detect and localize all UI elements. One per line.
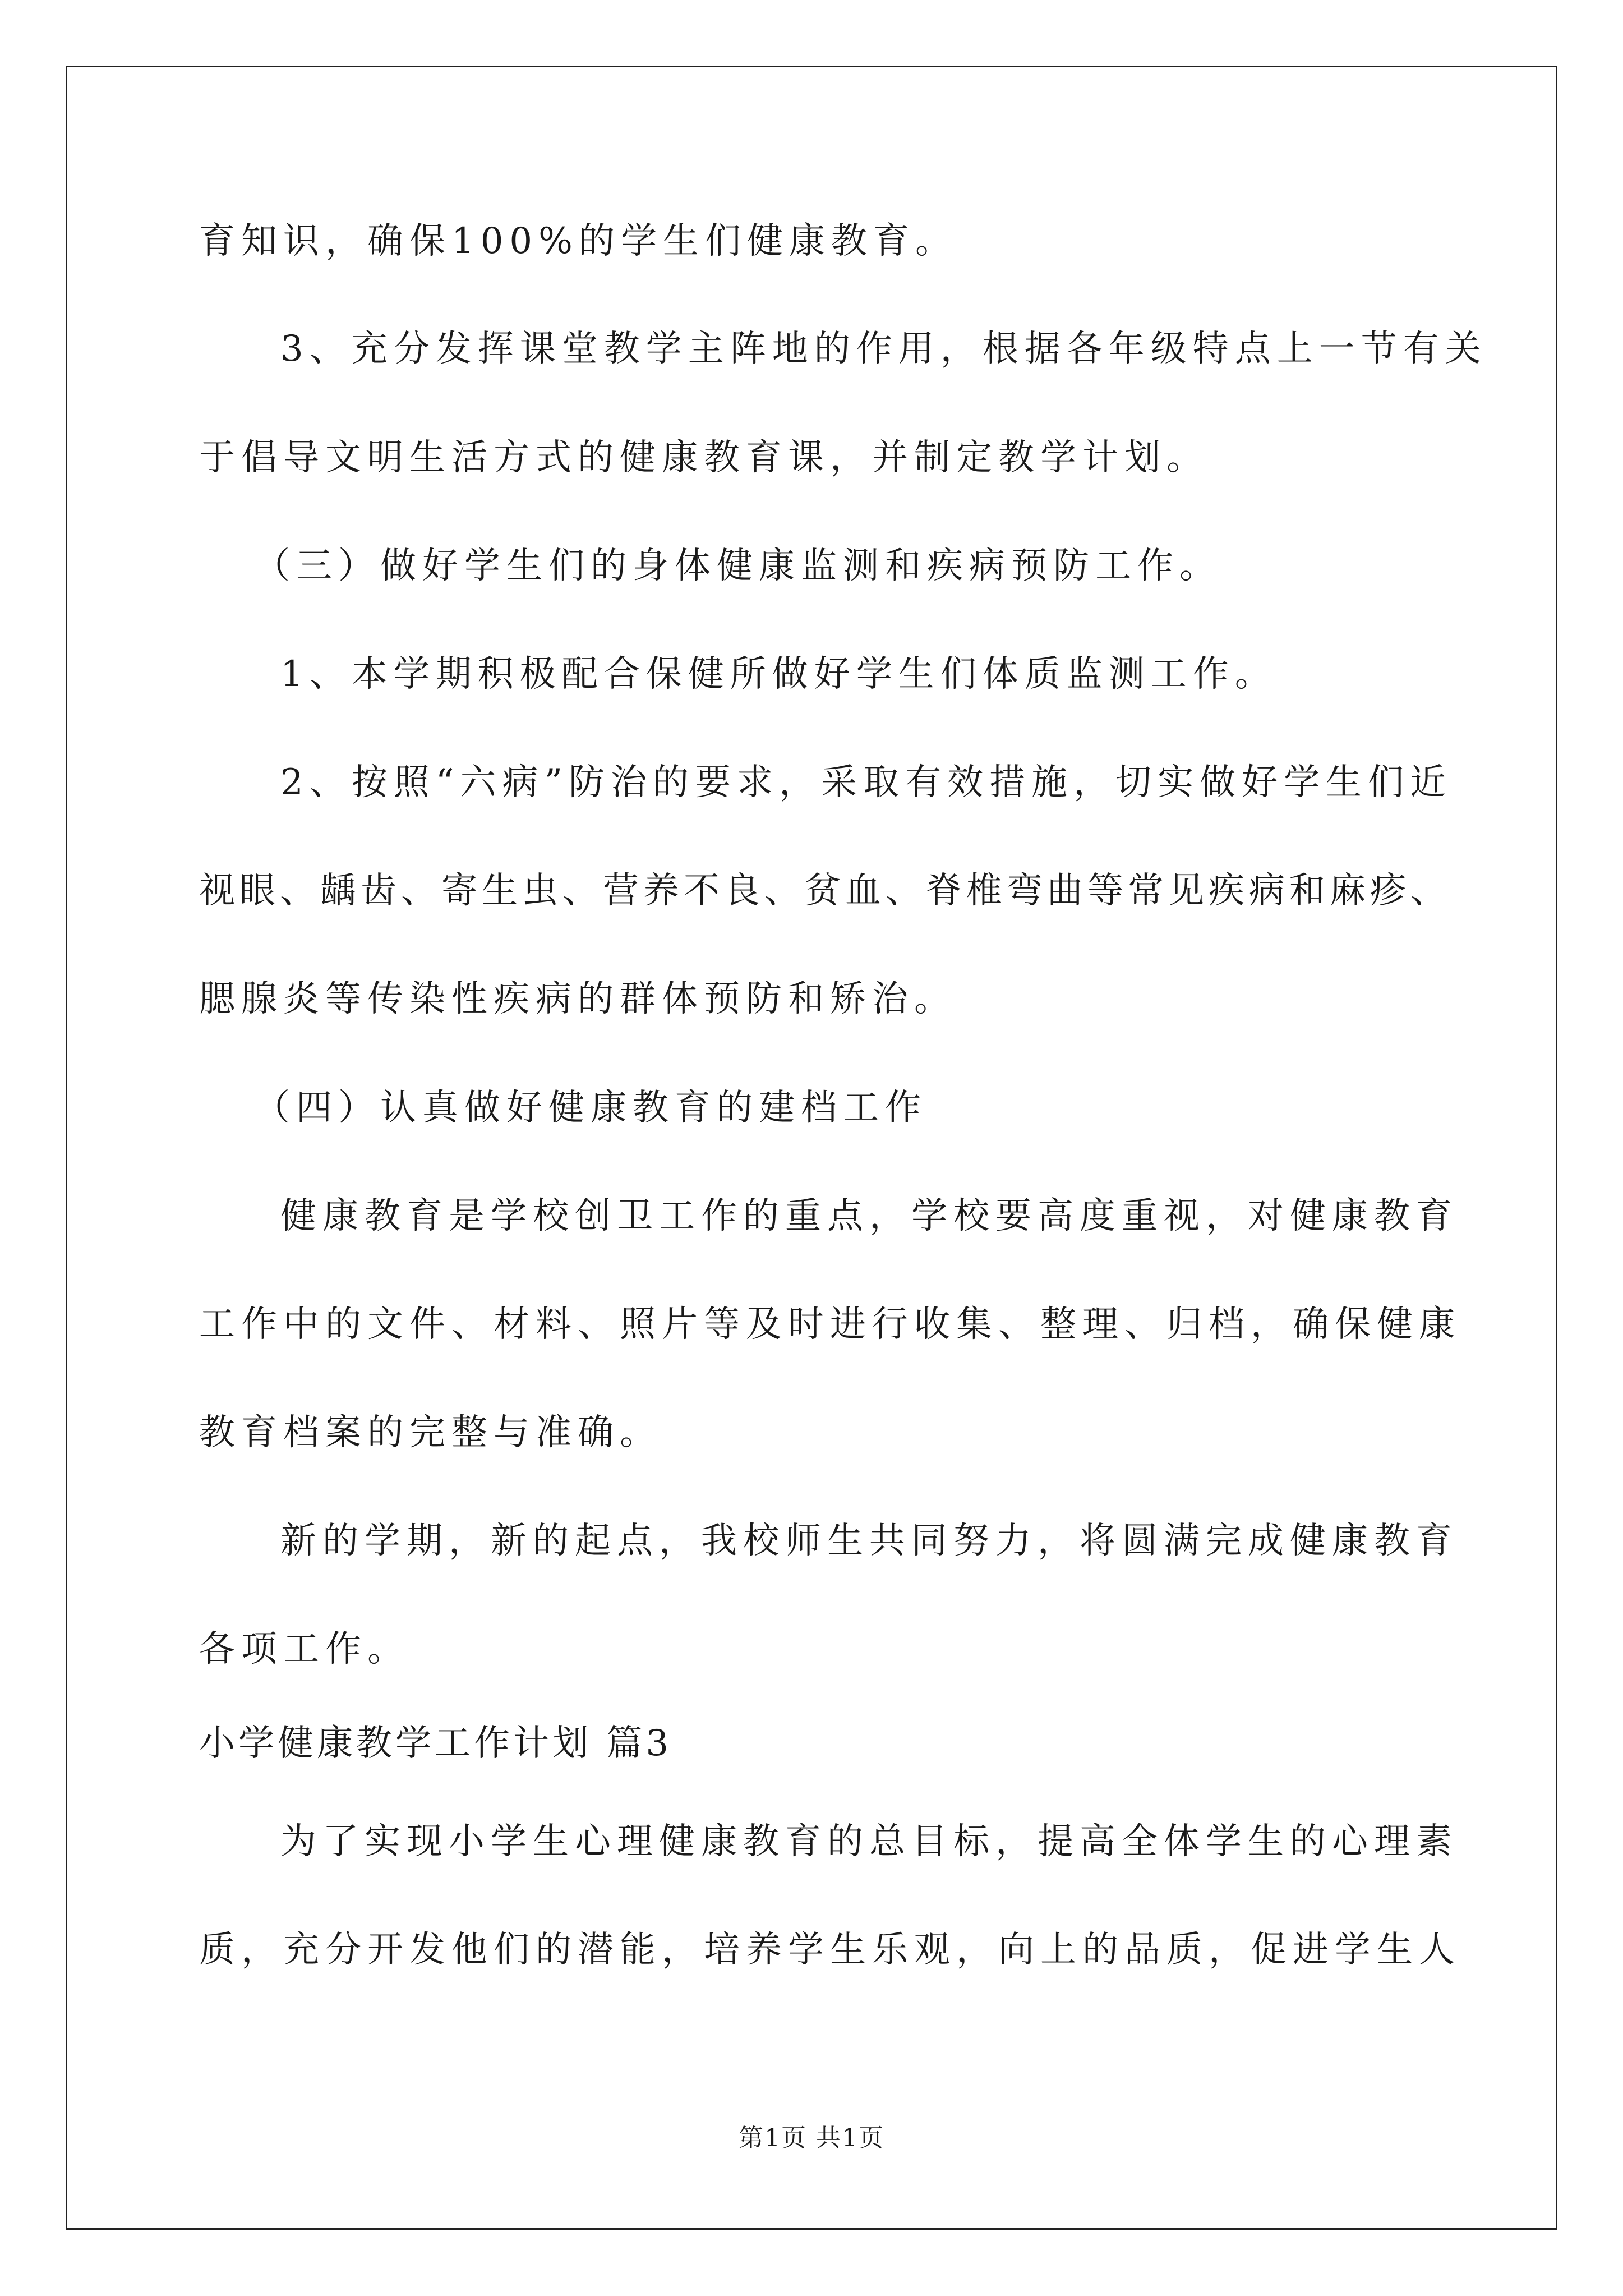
text-line-11: 工作中的文件、材料、照片等及时进行收集、整理、归档，确保健康 [199, 1304, 1461, 1345]
section-heading-3: （三）做好学生们的身体健康监测和疾病预防工作。 [254, 545, 1221, 587]
text-line-17: 质，充分开发他们的潜能，培养学生乐观，向上的品质，促进学生人 [199, 1929, 1461, 1971]
text-line-13: 新的学期，新的起点，我校师生共同努力，将圆满完成健康教育 [280, 1520, 1458, 1562]
page-border [66, 66, 1557, 2230]
text-line-2: 3、充分发挥课堂教学主阵地的作用，根据各年级特点上一节有关 [280, 328, 1487, 370]
section-heading-4: （四）认真做好健康教育的建档工作 [254, 1087, 927, 1129]
text-line-5: 1、本学期积极配合保健所做好学生们体质监测工作。 [280, 654, 1277, 695]
text-line-10: 健康教育是学校创卫工作的重点，学校要高度重视，对健康教育 [280, 1195, 1458, 1237]
text-line-14: 各项工作。 [199, 1628, 409, 1670]
page-number-footer: 第1页 共1页 [739, 2124, 884, 2152]
text-line-12: 教育档案的完整与准确。 [199, 1412, 662, 1453]
text-line-16: 为了实现小学生心理健康教育的总目标，提高全体学生的心理素 [280, 1821, 1458, 1862]
text-line-3: 于倡导文明生活方式的健康教育课，并制定教学计划。 [199, 437, 1209, 478]
text-line-8: 腮腺炎等传染性疾病的群体预防和矫治。 [199, 978, 956, 1020]
article-heading: 小学健康教学工作计划 篇3 [199, 1723, 672, 1764]
text-line-7: 视眼、龋齿、寄生虫、营养不良、贫血、脊椎弯曲等常见疾病和麻疹、 [199, 870, 1451, 912]
text-line-1: 育知识，确保100%的学生们健康教育。 [199, 220, 957, 262]
text-line-6: 2、按照“六病”防治的要求，采取有效措施，切实做好学生们近 [280, 762, 1453, 803]
